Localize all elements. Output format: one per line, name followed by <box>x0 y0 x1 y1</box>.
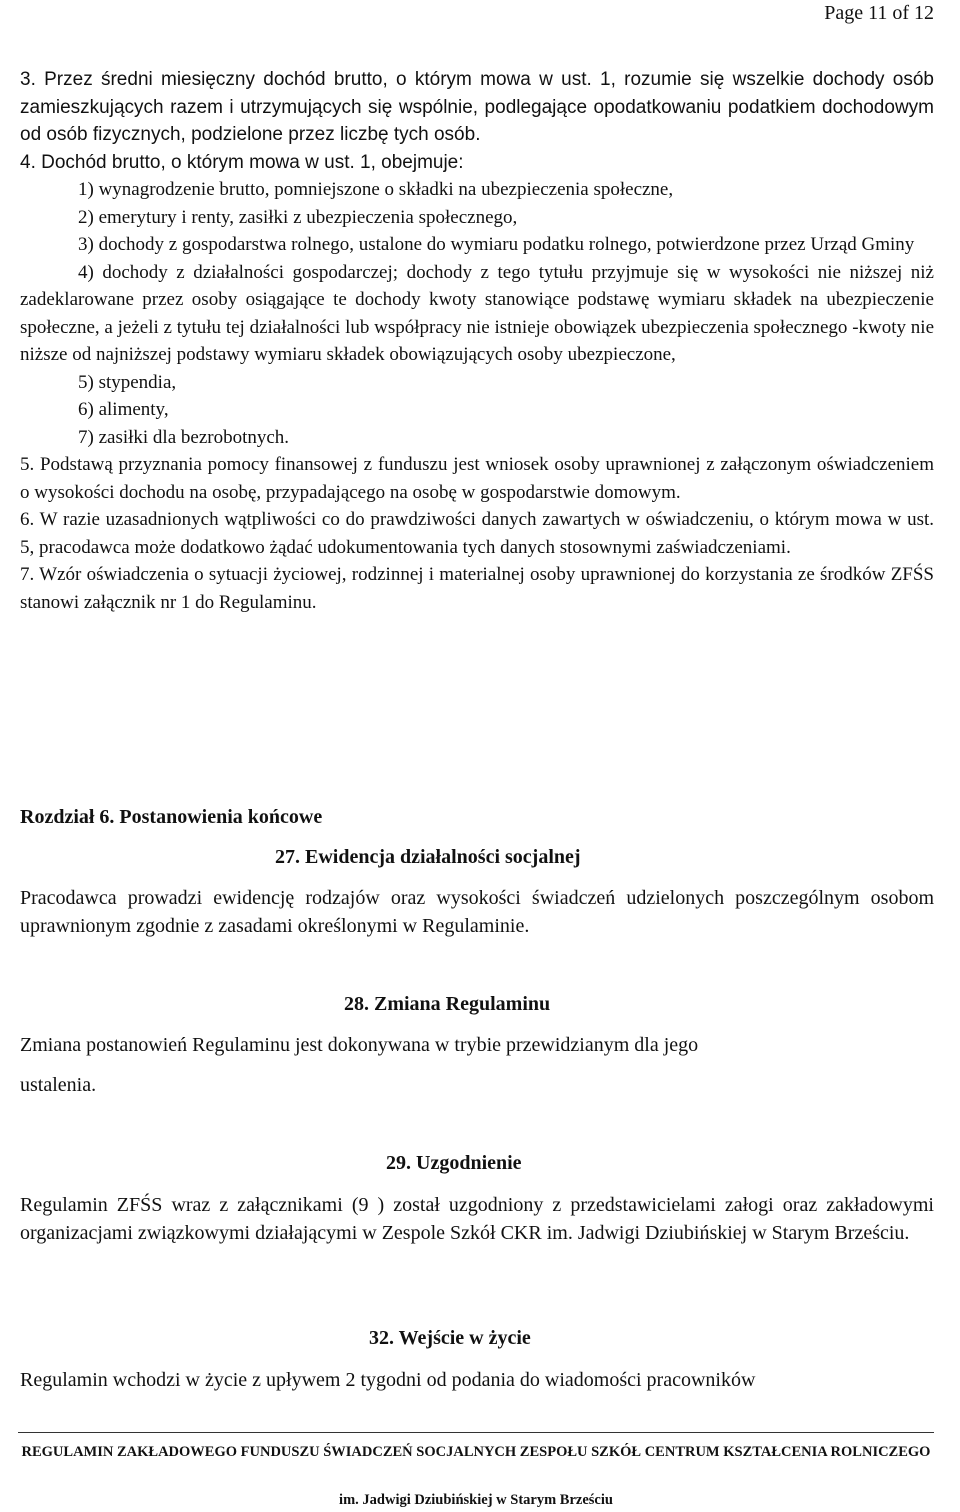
chapter-heading: Rozdział 6. Postanowienia końcowe <box>20 806 323 828</box>
section-28-body-line1: Zmiana postanowień Regulaminu jest dokonywana w trybie przewidzianym dla jego <box>20 1034 699 1056</box>
section-27-body: Pracodawca prowadzi ewidencję rodzajów oraz wysokości świadczeń udzielonych poszczególnym osobom uprawnionym zgodnie z zasadami określonymi w Regulaminie. <box>20 887 934 937</box>
paragraph-5: 5. Podstawą przyznania pomocy finansowej z funduszu jest wniosek osoby uprawnionej z załączonym oświadczeniem o wysokości dochodu na osobę, przypadającego na osobę w gospodarstwie domowym. <box>20 454 934 503</box>
list-item-7: 7) zasiłki dla bezrobotnych. <box>78 426 290 448</box>
paragraph-4: 4. Dochód brutto, o którym mowa w ust. 1, obejmuje: <box>20 151 464 173</box>
list-item-1: 1) wynagrodzenie brutto, pomniejszone o składki na ubezpieczenia społeczne, <box>78 179 674 200</box>
section-32-title: 32. Wejście w życie <box>369 1327 531 1349</box>
list-item-2: 2) emerytury i renty, zasiłki z ubezpieczenia społecznego, <box>78 206 518 228</box>
section-27-title: 27. Ewidencja działalności socjalnej <box>275 846 581 868</box>
section-28-body-line2: ustalenia. <box>20 1074 97 1096</box>
list-item-5: 5) stypendia, <box>78 371 177 393</box>
paragraph-3: 3. Przez średni miesięczny dochód brutto, o którym mowa w ust. 1, rozumie się wszelkie dochody osób zamieszkujących razem i utrzymujących się wspólnie, podlegające opodatkowaniu podatkiem dochodowym od osób fizycznych, podzielone przez liczbę tych osób. <box>20 69 934 145</box>
list-item-3: 3) dochody z gospodarstwa rolnego, ustalone do wymiaru podatku rolnego, potwierdzone przez Urząd Gminy <box>78 234 915 255</box>
section-29-title: 29. Uzgodnienie <box>386 1152 522 1174</box>
footer-title: REGULAMIN ZAKŁADOWEGO FUNDUSZU ŚWIADCZEŃ SOCJALNYCH ZESPOŁU SZKÓŁ CENTRUM KSZTAŁCENIA ROLNICZEGO <box>21 1444 931 1460</box>
section-29-body: Regulamin ZFŚS wraz z załącznikami (9 ) został uzgodniony z przedstawicielami załogi oraz zakładowymi organizacjami związkowymi działającymi w Zespole Szkół CKR im. Jadwigi Dziubińskiej w Starym Brześciu. <box>20 1194 934 1244</box>
list-item-4: 4) dochody z działalności gospodarczej; dochody z tego tytułu przyjmuje się w wysokości nie niższej niż zadeklarowane przez osoby osiągające te dochody kwoty stanowiące podstawę wymiaru składek na ubezpieczenie społeczne, a jeżeli z tytułu tej działalności lub współpracy nie istnieje obowiązek ubezpieczenia społecznego -kwoty nie niższe od najniższej podstawy wymiaru składek obowiązujących osoby ubezpieczone, <box>20 261 934 365</box>
page-number: Page 11 of 12 <box>824 2 934 24</box>
paragraph-6: 6. W razie uzasadnionych wątpliwości co do prawdziwości danych zawartych w oświadczeniu, o którym mowa w ust. 5, pracodawca może dodatkowo żądać udokumentowania tych danych stosownymi zaświadczeniami. <box>20 509 934 558</box>
section-28-title: 28. Zmiana Regulaminu <box>344 993 551 1015</box>
list-item-6: 6) alimenty, <box>78 399 169 420</box>
footer-subtitle: im. Jadwigi Dziubińskiej w Starym Brześciu <box>339 1492 613 1508</box>
main-content <box>20 66 934 616</box>
paragraph-7: 7. Wzór oświadczenia o sytuacji życiowej, rodzinnej i materialnej osoby uprawnionej do korzystania ze środków ZFŚS stanowi załącznik nr 1 do Regulaminu. <box>20 564 934 613</box>
section-32-body: Regulamin wchodzi w życie z upływem 2 tygodni od podania do wiadomości pracowników <box>20 1369 756 1391</box>
footer-divider <box>18 1432 934 1433</box>
